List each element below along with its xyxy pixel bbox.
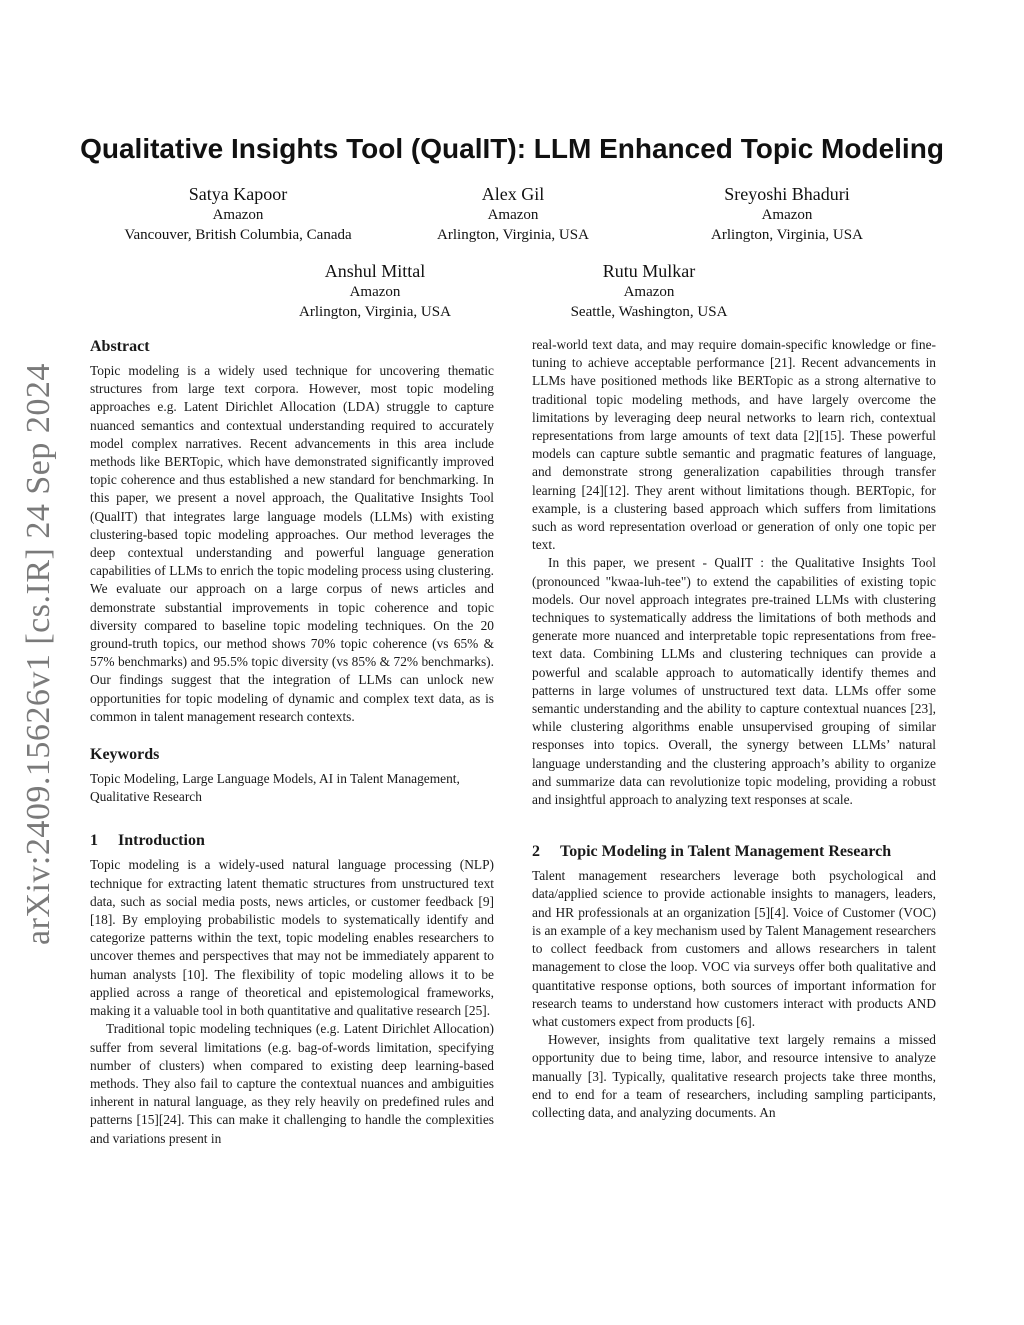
- keywords-text: Topic Modeling, Large Language Models, AI in Talent Management, Qualitative Research: [90, 771, 460, 805]
- author-org: Amazon: [349, 284, 401, 300]
- section-number: 1: [90, 832, 98, 850]
- author-block: [672, 183, 902, 245]
- abstract-text: Topic modeling is a widely used technique for uncovering thematic structures from large text corpora. However, most topic modeling approaches e.g. Latent Dirichlet Allocation (LDA) struggle to capture nuanced semantics and contextual understanding required to accurately model complex narratives. Recent advancements in this area include methods like BERTopic, which have demonstrated significantly improved topic coherence and thus established a new standard for benchmarking. In this paper, we present a novel approach, the Qualitative Insights Tool (QualIT) that integrates large language models (LLMs) with existing clustering-based topic modeling approaches. Our method leverages the deep contextual understanding and powerful language generation capabilities of LLMs to enrich the topic modeling process using clustering. We evaluate our approach on a large corpus of news articles and demonstrate substantial improvements in topic coherence and topic diversity compared to baseline topic modeling techniques. On the 20 ground-truth topics, our method shows 70% topic coherence (vs 65% & 57% benchmarks) and 95.5% topic diversity (vs 85% & 72% benchmarks). Our findings suggest that the integration of LLMs can unlock new opportunities for topic modeling of dynamic and complex text data, as is common in talent management research contexts.: [90, 363, 494, 724]
- paper-title: Qualitative Insights Tool (QualIT): LLM Enhanced Topic Modeling: [80, 133, 944, 164]
- author-name: Sreyoshi Bhaduri: [724, 184, 850, 204]
- keywords-heading: Keywords: [90, 746, 160, 764]
- paragraph: Traditional topic modeling techniques (e.g. Latent Dirichlet Allocation) suffer from several limitations (e.g. bag-of-words limitation, specifying number of clusters) when compared to existing deep learning-based methods. They also fail to capture the contextual nuances and ambiguities inherent in natural language, as they rely heavily on predefined rules and patterns [15][24]. This can make it challenging to handle the complexities and variations present in: [90, 1021, 494, 1146]
- author-block: [400, 183, 626, 245]
- author-location: Vancouver, British Columbia, Canada: [124, 227, 352, 243]
- section-heading-introduction: [90, 830, 494, 852]
- paragraph: Talent management researchers leverage both psychological and data/applied science to provide actionable insights to managers, leaders, and HR professionals at an organization [5][4]. Voice of Customer (VOC) is an example of a key mechanism used by Talent Management researchers to collect feedback from customers and allows researchers in talent management to close the loop. VOC via surveys offer both qualitative and quantitative response options, both sources of important information for research teams to understand how customers interact with products AND what customers expect from products [6].: [532, 868, 936, 1029]
- section-heading-topic-modeling: [532, 841, 936, 863]
- abstract-heading: Abstract: [90, 338, 150, 355]
- author-org: Amazon: [623, 284, 675, 300]
- author-location: Arlington, Virginia, USA: [711, 227, 863, 243]
- author-name: Alex Gil: [481, 184, 545, 204]
- author-name: Anshul Mittal: [324, 261, 426, 281]
- author-location: Seattle, Washington, USA: [570, 304, 728, 320]
- arxiv-identifier: arXiv:2409.15626v1 [cs.IR] 24 Sep 2024: [20, 363, 57, 945]
- paragraph: Topic modeling is a widely-used natural language processing (NLP) technique for extracting latent thematic structures from unstructured text data, such as social media posts, news articles, or customer feedback [9][18]. By employing probabilistic models to systematically identify and categorize patterns within the text, topic modeling enables researchers to uncover themes and perspectives that may not be immediately apparent to human analysts [10]. The flexibility of topic modeling allows it to be applied across a range of theoretical and epistemological frameworks, making it a valuable tool in both quantitative and qualitative research [25].: [90, 857, 494, 1019]
- author-org: Amazon: [212, 207, 264, 223]
- paragraph: In this paper, we present - QualIT : the Qualitative Insights Tool (pronounced "kwaa-luh-tee") to extend the capabilities of existing topic models. Our novel approach integrates pre-trained LLMs with clustering techniques to systematically address the limitations of both methods and generate more nuanced and interpretable topic representations from free-text data. Combining LLMs and clustering techniques can provide a powerful and scalable approach to automatically identify themes and patterns in large volumes of unstructured text data. LLMs offer some semantic understanding and the ability to capture contextual nuances [23], while clustering algorithms enable unsupervised grouping of similar responses into topics. Overall, the synergy between LLMs’ natural language understanding and the clustering approach’s ability to organize and summarize data can revolutionize topic modeling, providing a robust and insightful approach to analyzing text responses at scale.: [532, 555, 936, 808]
- author-name: Satya Kapoor: [188, 184, 288, 204]
- section-number: 2: [532, 843, 540, 861]
- author-block: [536, 260, 762, 322]
- author-org: Amazon: [487, 207, 539, 223]
- author-block: [108, 183, 368, 245]
- section-title: Topic Modeling in Talent Management Research: [560, 843, 892, 861]
- author-org: Amazon: [761, 207, 813, 223]
- section-title: Introduction: [118, 832, 205, 850]
- author-location: Arlington, Virginia, USA: [437, 227, 589, 243]
- paragraph: However, insights from qualitative text largely remains a missed opportunity due to being time, labor, and resource intensive to analyze manually [3]. Typically, qualitative research projects take three months, end to end for a team of researchers, including sampling participants, collecting data, and analyzing documents. An: [532, 1032, 936, 1120]
- author-name: Rutu Mulkar: [602, 261, 696, 281]
- paragraph: real-world text data, and may require domain-specific knowledge or fine-tuning to achieve acceptable performance [21]. Recent advancements in LLMs have positioned methods like BERTopic as a strong alternative to traditional topic modeling methods, and have largely overcome the limitations by leveraging deep neural networks to learn rich, contextual representations from large amounts of text data [2][15]. These powerful models can capture subtle semantic and pragmatic features of language, and demonstrate strong generalization capabilities through transfer learning [24][12]. They arent without limitations though. BERTopic, for example, is a clustering based approach which suffers from limitations such as word representation overload or generation of only one topic per text.: [532, 337, 936, 553]
- left-column: [90, 336, 494, 1148]
- right-column: [532, 336, 936, 1122]
- author-block: [262, 260, 488, 322]
- author-location: Arlington, Virginia, USA: [299, 304, 451, 320]
